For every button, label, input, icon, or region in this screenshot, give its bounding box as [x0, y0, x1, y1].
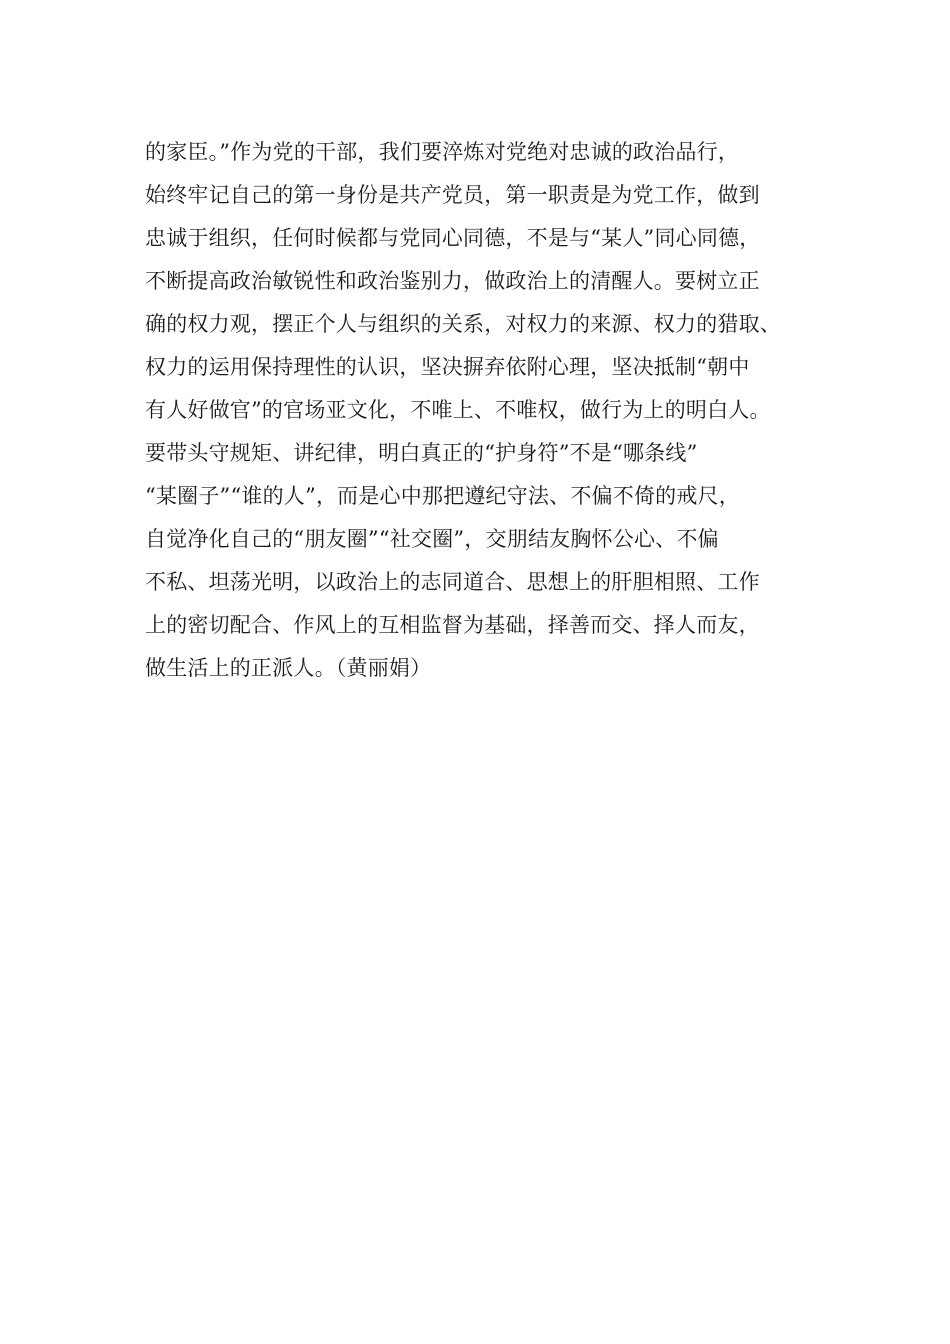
text-line: 的家臣。”作为党的干部，我们要淬炼对党绝对忠诚的政治品行， — [145, 140, 740, 164]
text-line: 有人好做官”的官场亚文化，不唯上、不唯权，做行为上的明白人。 — [145, 398, 771, 422]
text-line: 始终牢记自己的第一身份是共产党员，第一职责是为党工作，做到 — [145, 183, 760, 207]
text-line: 自觉净化自己的“朋友圈”“社交圈”，交朋结友胸怀公心、不偏 — [145, 527, 719, 551]
text-line: 上的密切配合、作风上的互相监督为基础，择善而交、择人而友， — [145, 613, 760, 637]
text-line: 忠诚于组织，任何时候都与党同心同德，不是与“某人”同心同德， — [145, 226, 761, 250]
body-paragraph — [145, 131, 845, 690]
text-line: 要带头守规矩、讲纪律，明白真正的“护身符”不是“哪条线” — [145, 441, 698, 465]
text-line: 不私、坦荡光明，以政治上的志同道合、思想上的肝胆相照、工作 — [145, 570, 760, 594]
text-line: 确的权力观，摆正个人与组织的关系，对权力的来源、权力的猎取、 — [145, 312, 781, 336]
text-line: 权力的运用保持理性的认识，坚决摒弃依附心理，坚决抵制“朝中 — [145, 355, 750, 379]
text-line-author: 做生活上的正派人。（黄丽娟） — [145, 656, 432, 680]
text-line: 不断提高政治敏锐性和政治鉴别力，做政治上的清醒人。要树立正 — [145, 269, 760, 293]
text-line: “某圈子”“谁的人”，而是心中那把遵纪守法、不偏不倚的戒尺， — [145, 484, 740, 508]
